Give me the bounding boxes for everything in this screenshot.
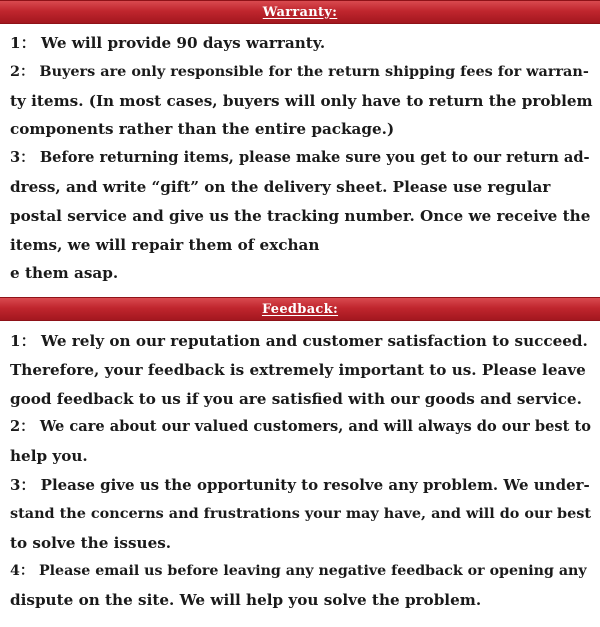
- feedback-line: good feedback to us if you are satisfied with our goods and service.: [10, 389, 582, 408]
- warranty-text: [10, 29, 594, 288]
- warranty-line: 2： Buyers are only responsible for the return shipping fees for warran-: [10, 62, 589, 80]
- warranty-line: 3： Before returning items, please make sure you get to our return ad-: [10, 149, 590, 167]
- feedback-line: Therefore, your feedback is extremely important to us. Please leave: [10, 360, 586, 379]
- warranty-line: postal service and give us the tracking number. Once we receive the: [10, 206, 591, 225]
- warranty-header-bar: [0, 0, 600, 24]
- warranty-line: 1： We will provide 90 days warranty.: [10, 34, 326, 52]
- feedback-line: 4： Please email us before leaving any negative feedback or opening any: [10, 563, 587, 580]
- feedback-line: stand the concerns and frustrations your may have, and will do our best: [10, 504, 592, 522]
- warranty-title: Warranty:: [262, 4, 338, 20]
- feedback-line: help you.: [10, 447, 88, 466]
- feedback-text: [10, 327, 594, 615]
- feedback-line: to solve the issues.: [10, 533, 172, 552]
- warranty-line: ty items. (In most cases, buyers will only have to return the problem: [10, 91, 593, 110]
- feedback-line: 3： Please give us the opportunity to resolve any problem. We under-: [10, 475, 590, 494]
- warranty-line: items, we will repair them of exchan: [10, 235, 320, 254]
- feedback-line: 1： We rely on our reputation and customer satisfaction to succeed.: [10, 332, 588, 350]
- feedback-line: 2： We care about our valued customers, and will always do our best to: [10, 418, 591, 436]
- warranty-line: components rather than the entire package.): [10, 120, 395, 139]
- feedback-header-bar: [0, 297, 600, 321]
- warranty-line: e them asap.: [10, 264, 119, 283]
- warranty-line: dress, and write “gift” on the delivery sheet. Please use regular: [10, 177, 551, 196]
- feedback-title: Feedback:: [261, 301, 339, 317]
- feedback-line: dispute on the site. We will help you solve the problem.: [10, 591, 482, 610]
